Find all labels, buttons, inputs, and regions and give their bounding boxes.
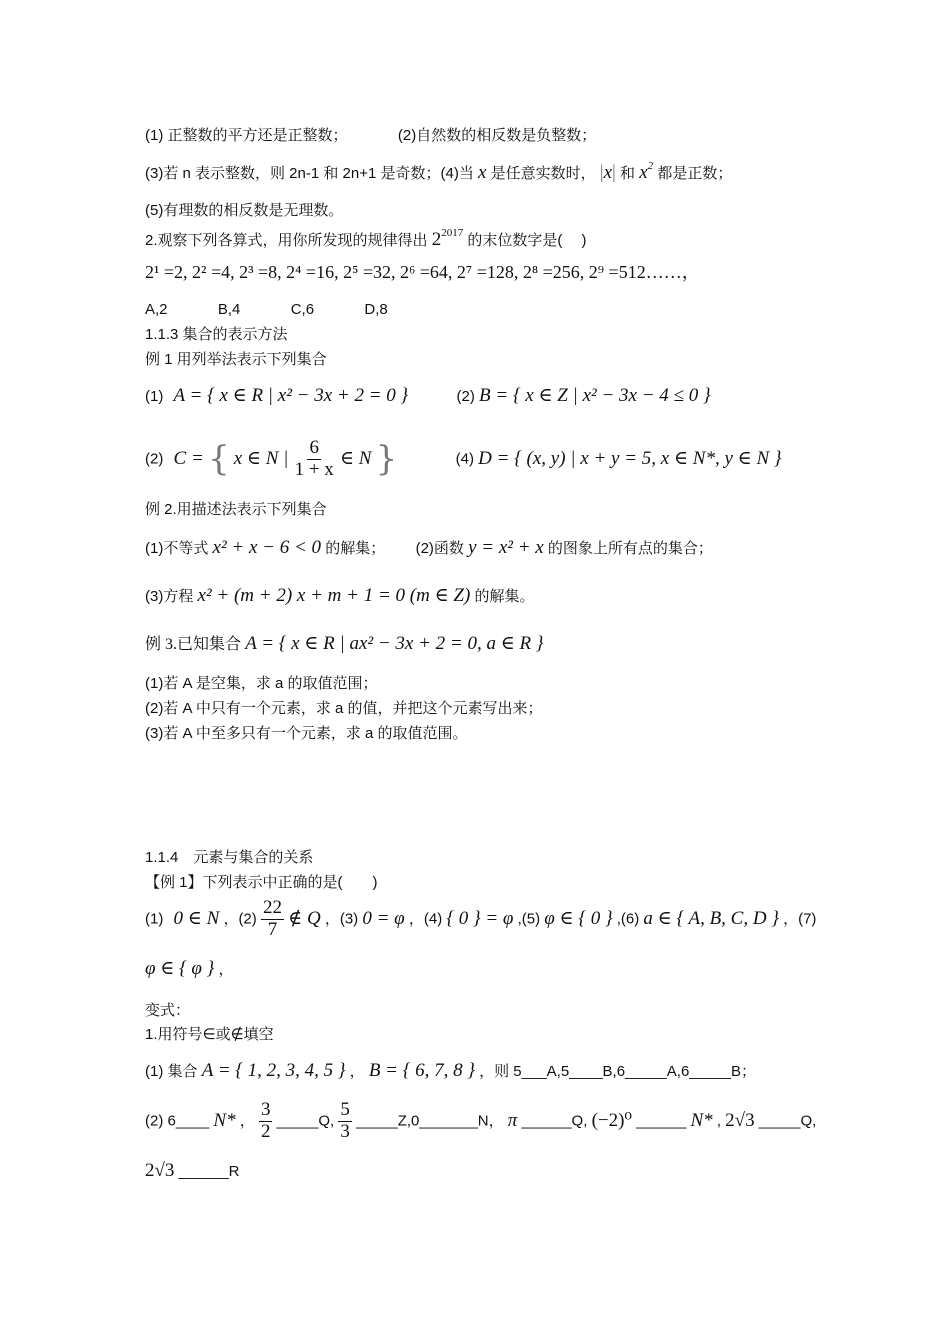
math-neg-two-power-zero: (−2)⁰ [591,1109,633,1131]
statement-row-1 [145,127,596,145]
blank-q-3: _____Q, [758,1112,817,1130]
option-a: A,2 [145,301,168,318]
separator: ， [349,1063,365,1080]
question-2-tail: 的末位数字是( ) [467,232,587,249]
fraction-22-over-7 [261,898,284,941]
statement-4-and: 和 [620,165,636,182]
equation-label: (3)方程 [145,588,194,605]
example-2-row-1 [145,537,713,560]
inequality-label: (1)不等式 [145,540,209,557]
math-n-star: N* [213,1109,236,1131]
item-label: (2) [145,450,164,468]
variant-1-row-1 [145,1060,756,1083]
left-brace: { [207,438,230,479]
set-c-condition: x ∈ N | [233,447,289,469]
statement-3-4: (3)若 n 表示整数，则 2n-1 和 2n+1 是奇数；(4)当 [145,165,474,182]
set-c-membership: ∈ N [339,447,372,469]
math-n-star-2: N* [690,1109,713,1131]
function-tail: 的图象上所有点的集合； [547,540,713,557]
opt-label-3: ，(3) [324,910,359,928]
v1-label: (1) 集合 [145,1063,198,1080]
question-2 [145,227,587,252]
statement-row-2 [145,160,732,185]
opt-math-1: 0 ∈ N [173,907,220,929]
math-two-root-three: 2√3 [725,1109,755,1131]
answer-options [145,301,388,319]
inequality-tail: 的解集； [325,540,386,557]
separator: , [716,1112,721,1130]
numerator: 6 [309,437,319,458]
statement-4-tail: 都是正数； [657,165,733,182]
opt-math-4: { 0 } = φ [446,907,514,929]
option-b: B,4 [217,301,241,318]
fraction-3-over-2 [259,1100,273,1143]
opt-math-5: φ ∈ { 0 } [544,907,613,929]
example-2-heading: 例 2.用描述法表示下列集合 [145,501,327,518]
math-pi: π [507,1109,518,1131]
equation-formula: x² + (m + 2) x + m + 1 = 0 (m ∈ Z) [197,585,471,606]
set-b-formula: B = { x ∈ Z | x² − 3x − 4 ≤ 0 } [479,385,711,406]
statement-4-text: 是任意实数时， [490,165,596,182]
set-a-formula: A = { x ∈ R | x² − 3x + 2 = 0 } [173,385,409,406]
statement-2: (2)自然数的相反数是负整数； [397,127,597,144]
v1-blanks: ，则 5___A,5____B,6_____A,6_____B； [479,1063,757,1080]
example-1-row-2 [145,438,781,481]
example-3-q2: (2)若 A 中只有一个元素，求 a 的值，并把这个元素写出来； [145,700,543,717]
denominator: 1 + x [294,458,334,480]
options-row-1 [145,898,816,941]
opt-label-1: (1) [145,910,164,928]
set-c-lhs: C = [173,447,204,469]
equation-tail: 的解集。 [474,588,535,605]
opt-label-6: ,(6) [616,910,640,928]
question-2-text: 2.观察下列各算式，用你所发现的规律得出 [145,232,428,249]
power-series: 2¹ =2, 2² =4, 2³ =8, 2⁴ =16, 2⁵ =32, 2⁶ =64, 2⁷ =128, 2⁸ =256, 2⁹ =512……， [145,262,700,282]
set-d-formula: D = { (x, y) | x + y = 5, x ∈ N*, y ∈ N } [478,447,782,469]
v2-label: (2) 6____ [145,1112,210,1130]
opt-math-2: ∉ Q [288,907,321,929]
variant-1-row-3 [145,1160,240,1183]
opt-label-7: ，(7) [783,910,817,928]
example-3-q3: (3)若 A 中至多只有一个元素，求 a 的取值范围。 [145,725,468,742]
denominator: 7 [267,918,278,940]
math-2-power: $2^{2017}$ [431,227,464,250]
variant-1-row-2 [145,1100,816,1143]
example-3-heading [145,633,544,656]
variant-1-heading: 1.用符号∈或∉填空 [145,1026,274,1043]
example-3-label: 例 3.已知集合 [145,636,242,653]
denominator: 2 [260,1120,271,1142]
blank-n-star: ______ [636,1112,687,1130]
inequality-formula: x² + x − 6 < 0 [212,537,322,558]
blank-r: ______R [178,1163,240,1180]
example-1-heading: 例 1 用列举法表示下列集合 [145,351,327,368]
opt-math-7: φ ∈ { φ } [145,958,215,979]
example-3-set: A = { x ∈ R | ax² − 3x + 2 = 0, a ∈ R } [245,633,544,654]
math-two-root-three-2: 2√3 [145,1160,175,1181]
example-1-114-heading: 【例 1】下列表示中正确的是( ) [145,874,378,891]
blank-q: _____Q, [276,1112,335,1130]
option-c: C,6 [290,301,315,318]
fraction-5-over-3 [338,1100,352,1143]
opt-math-6: a ∈ { A, B, C, D } [643,907,779,929]
function-label: (2)函数 [415,540,464,557]
opt-math-3: 0 = φ [362,907,405,929]
opt-label-4: ，(4) [408,910,443,928]
separator: ， [239,1112,255,1130]
opt-label-5: ,(5) [517,910,541,928]
section-title-114: 1.1.4 元素与集合的关系 [145,849,314,866]
example-3-q1: (1)若 A 是空集，求 a 的取值范围； [145,675,378,692]
numerator: 22 [262,897,282,918]
fraction-6-over-1-plus-x [293,438,336,481]
math-x: x [478,162,487,183]
statement-1: (1) 正整数的平方还是正整数； [145,127,348,144]
item-label: (4) [455,450,474,468]
statement-5: (5)有理数的相反数是无理数。 [145,202,344,219]
blank-z-n: _____Z,0_______N， [356,1112,504,1130]
opt-label-2: ，(2) [223,910,257,928]
function-formula: y = x² + x [468,537,544,558]
numerator: 5 [340,1099,350,1120]
example-1-row-1 [145,385,711,408]
options-row-2 [145,958,233,981]
right-brace: } [375,438,398,479]
opt-tail: ， [218,961,234,978]
set-a-list: A = { 1, 2, 3, 4, 5 } [201,1060,346,1081]
variant-heading: 变式： [145,1002,191,1019]
blank-q-2: ______Q, [521,1112,588,1130]
item-label: (1) [145,388,164,405]
item-label: (2) [456,388,475,405]
math-x-squared: $x^2$ [639,160,654,183]
denominator: 3 [340,1120,350,1142]
option-d: D,8 [364,301,388,318]
set-b-list: B = { 6, 7, 8 } [368,1060,475,1081]
math-abs-x: |x| [599,162,616,183]
numerator: 3 [260,1099,271,1120]
example-2-row-2 [145,585,534,608]
section-title-113: 1.1.3 集合的表示方法 [145,326,288,343]
